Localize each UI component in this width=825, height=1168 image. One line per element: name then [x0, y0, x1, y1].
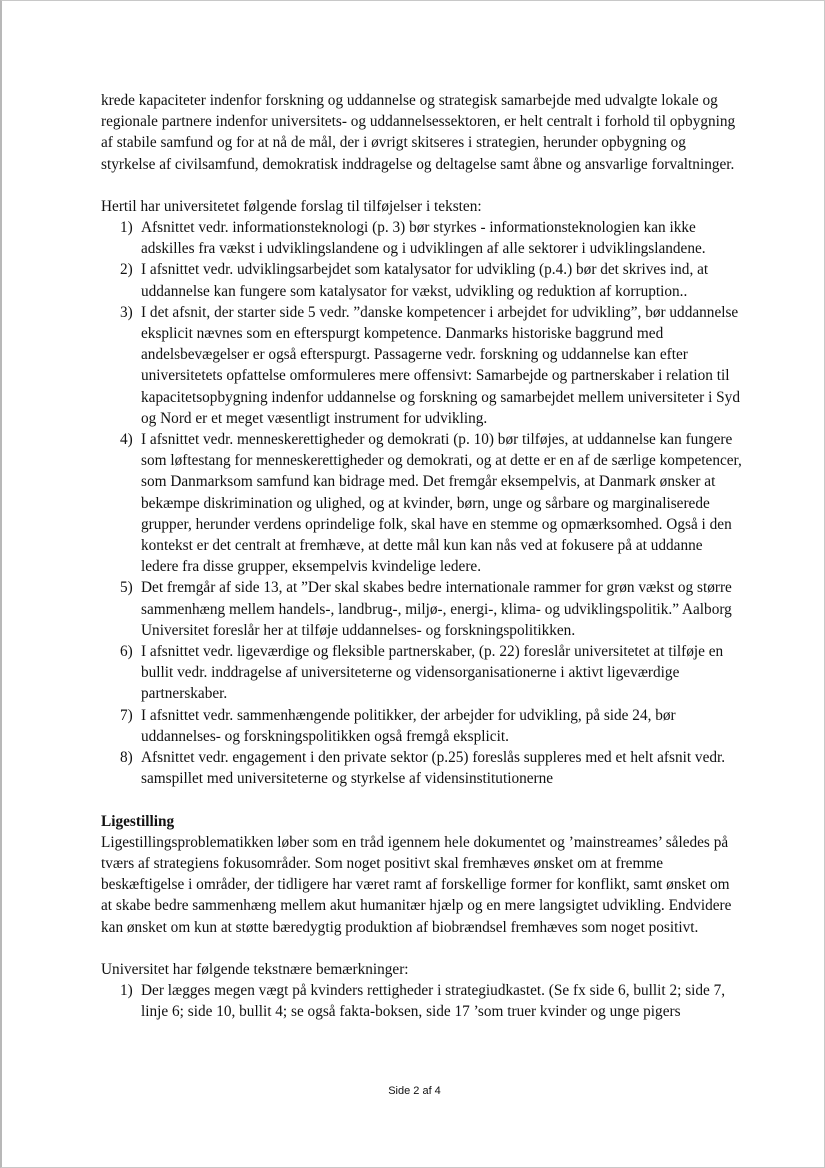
list-item: [120, 217, 743, 259]
page-footer: Side 2 af 4: [388, 1085, 441, 1097]
list-item: [120, 705, 743, 747]
list-number: 7): [120, 706, 133, 724]
list-item-text: Der lægges megen vægt på kvinders rettigheder i strategiudkastet. (Se fx side 6, bullit 2; side 7, linje 6; side 10, bullit 4; se også fakta-boksen, side 17 ’som truer kvinder og unge pigers: [141, 981, 726, 1021]
list-item: [120, 641, 743, 705]
list-item: [120, 980, 743, 1022]
list-number: 2): [120, 261, 133, 279]
list-item: [120, 429, 743, 577]
list-item-text: I afsnittet vedr. sammenhængende politikker, der arbejder for udvikling, på side 24, bør uddannelses- og forskningspolitikken også fremgå eksplicit.: [141, 706, 676, 745]
list-number: 4): [120, 431, 133, 449]
list-number: 1): [120, 219, 133, 237]
list-item-text: Afsnittet vedr. engagement i den private sektor (p.25) foreslås suppleres med et helt afsnit vedr. samspillet med universiteterne og styrkelse af vidensinstitutionerne: [141, 749, 726, 788]
list-item-text: Afsnittet vedr. informationsteknologi (p. 3) bør styrkes - informationsteknologien kan ikke adskilles fra vækst i udviklingslandene og i udviklingen af alle sektorer i udviklingslandene.: [141, 219, 706, 258]
list-item-text: I det afsnit, der starter side 5 vedr. ”danske kompetencer i arbejdet for udvikling”, bør uddannelse eksplicit nævnes som en efterspurgt kompetence. Danmarks historiske baggrund med andelsbevægelser er også efterspurgt. Passagerne vedr. forskning og uddannelse kan efter universitetets opfattelse omformuleres mere offensivt: Samarbejde og partnerskaber i relation til kapacitetsopbygning indenfor uddannelse og forskning og samarbejdet mellem universiteter i Syd og Nord er et meget væsentligt instrument for udvikling.: [141, 303, 740, 427]
page-content: [101, 90, 743, 1022]
remarks-list: [101, 980, 743, 1022]
section-paragraph: Ligestillingsproblematikken løber som en tråd igennem hele dokumentet og ’mainstreames’ således på tværs af strategiens fokusområder. Som noget positivt skal fremhæves ønsket om at fremme beskæftigelse i områder, der tidligere har været ramt af forskellige former for konflikt, samt ønsket om at skabe bedre sammenhæng mellem akut humanitær hjælp og en mere langsigtet udvikling. Endvidere kan ønsket om kun at støtte bæredygtig produktion af biobrændsel fremhæves som noget positivt.: [101, 833, 732, 936]
list-number: 1): [120, 981, 133, 999]
list-number: 8): [120, 749, 133, 767]
list-item: [120, 747, 743, 789]
list-item: [120, 259, 743, 301]
list-number: 3): [120, 303, 133, 321]
section-heading: Ligestilling: [101, 812, 175, 830]
list-item: [120, 577, 743, 641]
list-item: [120, 302, 743, 429]
list-number: 5): [120, 579, 133, 597]
suggestion-list: [101, 217, 743, 789]
list-item-text: Det fremgår af side 13, at ”Der skal skabes bedre internationale rammer for grøn vækst og større sammenhæng mellem handels-, landbrug-, miljø-, energi-, klima- og udviklingspolitik.” Aalborg Universitet foreslår her at tilføje uddannelses- og forskningspolitikken.: [141, 579, 732, 639]
list1-intro: Hertil har universitetet følgende forslag til tilføjelser i teksten:: [101, 197, 482, 215]
list-item-text: I afsnittet vedr. udviklingsarbejdet som katalysator for udvikling (p.4.) bør det skrives ind, at uddannelse kan fungere som katalysator for vækst, udvikling og reduktion af korruption..: [141, 261, 709, 300]
list-number: 6): [120, 643, 133, 661]
intro-paragraph: krede kapaciteter indenfor forskning og uddannelse og strategisk samarbejde med udvalgte lokale og regionale partnere indenfor universitets- og uddannelsessektoren, er helt centralt i forhold til opbygning af stabile samfund og for at nå de mål, der i øvrigt skitseres i strategien, herunder opbygning og styrkelse af civilsamfund, demokratisk inddragelse og deltagelse samt åbne og ansvarlige forvaltninger.: [101, 92, 736, 173]
list2-intro: Universitet har følgende tekstnære bemærkninger:: [101, 960, 409, 978]
list-item-text: I afsnittet vedr. ligeværdige og fleksible partnerskaber, (p. 22) foreslår universitetet at tilføje en bullit vedr. inddragelse af universiteterne og vidensorganisationerne i aktivt ligeværdige partnerskaber.: [141, 643, 724, 703]
list-item-text: I afsnittet vedr. menneskerettigheder og demokrati (p. 10) bør tilføjes, at uddannelse kan fungere som løftestang for menneskerettigheder og demokrati, og at dette er en af de særlige kompetencer, som Danmarksom samfund kan bidrage med. Det fremgår eksempelvis, at Danmark ønsker at bekæmpe diskrimination og ulighed, og at kvinder, børn, unge og sårbare og marginaliserede grupper, herunder verdens oprindelige folk, skal have en stemme og opmærksomhed. Også i den kontekst er det centralt at fremhæve, at dette mål kun kan nås ved at fokusere på at uddanne ledere fra disse grupper, eksempelvis kvindelige ledere.: [141, 431, 742, 576]
